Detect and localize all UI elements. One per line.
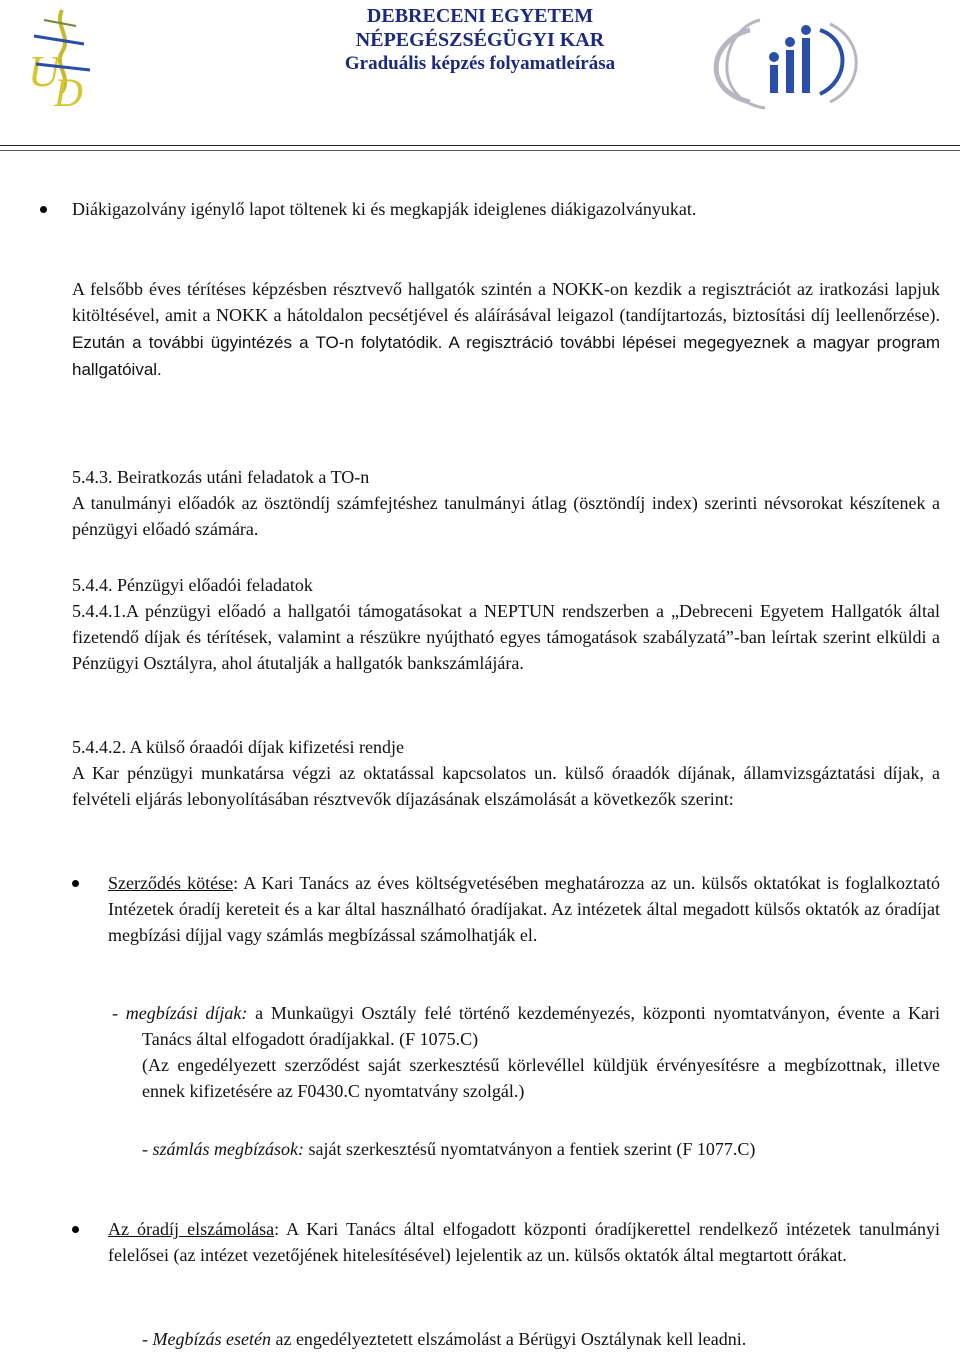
paragraph-registration <box>72 276 940 383</box>
dash-label: számlás megbízások: <box>152 1139 304 1159</box>
section-text: 5.4.4.1.A pénzügyi előadó a hallgatói támogatásokat a NEPTUN rendszerben a „Debreceni Egyetem Hallgatók által fizetendő díjak és térítések, valamint a részükre nyújtható egyes támogatások szabályzatá”-ban leírtak szerint elküldi a Pénzügyi Osztályra, ahol átutalják a hallgatók bankszámlájára. <box>72 601 940 673</box>
section-heading: 5.4.4.2. A külső óraadói díjak kifizetési rendje <box>72 737 404 757</box>
paragraph-text-continued: Ezután a további ügyintézés a TO-n folytatódik. A regisztráció további lépései megegyeznek a magyar program hallgatóival. <box>72 333 940 379</box>
dash-text: a Munkaügyi Osztály felé történő kezdeményezés, központi nyomtatványon, évente a Kari Tanács által elfogadott óradíjakkal. (F 1075.C) <box>142 1003 940 1049</box>
section-heading: 5.4.3. Beiratkozás utáni feladatok a TO-n <box>72 467 370 487</box>
dash-label: Megbízás esetén <box>152 1329 271 1349</box>
page-header <box>0 0 960 150</box>
svg-text:D: D <box>54 70 83 115</box>
dash-prefix: - <box>142 1139 153 1159</box>
header-divider-thin <box>0 150 960 151</box>
list-item <box>72 196 940 222</box>
dash-item <box>142 1326 940 1352</box>
paragraph-text: A felsőbb éves térítéses képzésben résztvevő hallgatók szintén a NOKK-on kezdik a regisztrációt az iratkozási lapjuk kitöltésével, amit a NOKK a hátoldalon pecsétjével és aláírásával leigazol (tandíjtartozás, biztosítási díj leellenőrzése). <box>72 279 940 325</box>
bullet-text: : A Kari Tanács által elfogadott központi óradíjkerettel rendelkező intézetek tanulmányi felelősei (az intézet vezetőjének hitelesítésével) lejelentik az un. külsős oktatók által megtartott órákat. <box>108 1219 940 1265</box>
list-item <box>108 1216 940 1268</box>
section-heading: 5.4.4. Pénzügyi előadói feladatok <box>72 575 313 595</box>
bullet-text: Diákigazolvány igénylő lapot töltenek ki és megkapják ideiglenes diákigazolványukat. <box>72 199 697 219</box>
dash-item <box>112 1000 940 1104</box>
header-divider <box>0 145 960 146</box>
university-crest-logo-icon <box>14 6 110 124</box>
bullet-icon <box>72 880 79 887</box>
header-faculty: NÉPEGÉSZSÉGÜGYI KAR <box>355 29 605 51</box>
section-text: A Kar pénzügyi munkatársa végzi az oktatással kapcsolatos un. külső óraadók díjának, államvizsgáztatási díjak, a felvételi eljárás lebonyolításában résztvevők díjazásának elszámolását a következők szerint: <box>72 763 940 809</box>
dash-item <box>142 1136 940 1162</box>
dash-label: megbízási díjak: <box>125 1003 248 1023</box>
header-title-block <box>220 4 740 76</box>
dash-text: az engedélyeztetett elszámolást a Bérügyi Osztálynak kell leadni. <box>270 1329 747 1349</box>
section-5-4-4 <box>72 572 940 676</box>
section-5-4-4-2 <box>72 734 940 812</box>
list-item <box>108 870 940 948</box>
bullet-icon <box>72 1226 79 1233</box>
dash-text-continued: (Az engedélyezett szerződést saját szerkesztésű körlevéllel küldjük érvényesítésre a megbízottnak, illetve ennek kifizetésére az F0430.C nyomtatvány szolgál.) <box>142 1055 940 1101</box>
dash-text: saját szerkesztésű nyomtatványon a fentiek szerint (F 1077.C) <box>304 1139 756 1159</box>
bullet-label: Az óradíj elszámolása <box>108 1219 275 1239</box>
header-document-title: Graduális képzés folyamatleírása <box>344 53 616 74</box>
svg-text:U: U <box>28 47 60 96</box>
header-university: DEBRECENI EGYETEM <box>366 5 594 27</box>
section-5-4-3 <box>72 464 940 542</box>
dash-prefix: - <box>142 1329 153 1349</box>
bullet-label: Szerződés kötése <box>108 873 234 893</box>
dash-prefix: - <box>112 1003 126 1023</box>
bullet-icon <box>40 206 47 213</box>
faculty-logo-icon <box>690 10 920 110</box>
section-text: A tanulmányi előadók az ösztöndíj számfejtéshez tanulmányi átlag (ösztöndíj index) szerinti névsorokat készítenek a pénzügyi előadó számára. <box>72 493 940 539</box>
bullet-text: : A Kari Tanács az éves költségvetésében meghatározza az un. külsős oktatókat is foglalkoztató Intézetek óradíj kereteit és a kar által használható óradíjakat. Az intézetek által megadott külsős oktatók az óradíjat megbízási díjjal vagy számlás megbízással számolhatják el. <box>108 873 940 945</box>
